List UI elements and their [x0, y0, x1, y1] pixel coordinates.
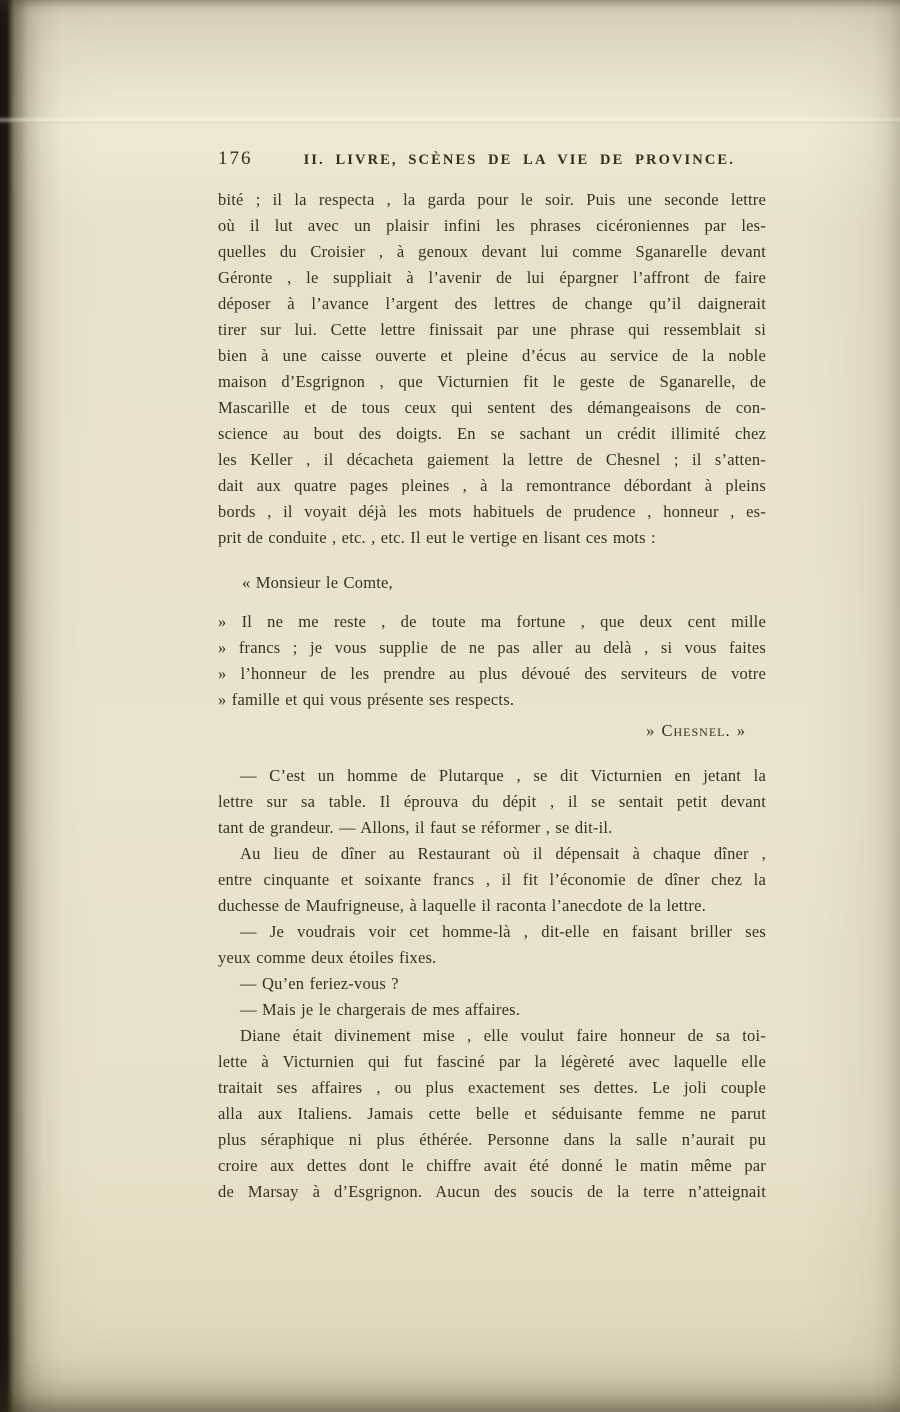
text-line: bité ; il la respecta , la garda pour le soir. Puis une seconde lettre — [218, 190, 766, 209]
text-line: prit de conduite , etc. , etc. Il eut le vertige en lisant ces mots : — [218, 528, 656, 547]
text-line: entre cinquante et soixante francs , il fit l’économie de dîner chez la — [218, 870, 766, 889]
text-line: croire aux dettes dont le chiffre avait été donné le matin même par — [218, 1156, 766, 1175]
text-line: — Je voudrais voir cet homme-là , dit-elle en faisant briller ses — [240, 922, 766, 941]
text-line: tirer sur lui. Cette lettre finissait par une phrase qui ressemblait si — [218, 320, 766, 339]
text-line: dait aux quatre pages pleines , à la remontrance débordant à pleins — [218, 476, 766, 495]
text-line: — C’est un homme de Plutarque , se dit Victurnien en jetant la — [240, 766, 766, 785]
text-line: « Monsieur le Comte, — [242, 573, 393, 592]
text-line: où il lut avec un plaisir infini les phrases cicéroniennes par les- — [218, 216, 766, 235]
text-line: science au bout des doigts. En se sachant un crédit illimité chez — [218, 424, 766, 443]
page-text — [218, 187, 766, 1205]
text-line: Diane était divinement mise , elle voulut faire honneur de sa toi- — [240, 1026, 766, 1045]
page-number: 176 — [218, 148, 253, 169]
text-line: traitait ses affaires , ou plus exactement ses dettes. Le joli couple — [218, 1078, 766, 1097]
text-line: » Il ne me reste , de toute ma fortune , que deux cent mille — [218, 612, 766, 631]
running-header-title: II. LIVRE, SCÈNES DE LA VIE DE PROVINCE. — [303, 152, 735, 168]
page-left-edge-shadow — [0, 0, 60, 1412]
text-line: duchesse de Maufrigneuse, à laquelle il raconta l’anecdote de la lettre. — [218, 896, 706, 915]
text-line: les Keller , il décacheta gaiement la lettre de Chesnel ; il s’atten- — [218, 450, 766, 469]
text-line: bords , il voyait déjà les mots habituels de prudence , honneur , es- — [218, 502, 766, 521]
letter-body — [218, 609, 766, 713]
text-line: Mascarille et de tous ceux qui sentent des démangeaisons de con- — [218, 398, 766, 417]
text-line: Géronte , le suppliait à l’avenir de lui épargner l’affront de faire — [218, 268, 766, 287]
text-line: yeux comme deux étoiles fixes. — [218, 948, 437, 967]
text-line: quelles du Croisier , à genoux devant lui comme Sganarelle devant — [218, 242, 766, 261]
text-line: tant de grandeur. — Allons, il faut se réformer , se dit-il. — [218, 818, 613, 837]
text-line: » l’honneur de les prendre au plus dévoué des serviteurs de votre — [218, 664, 766, 683]
running-header — [218, 148, 766, 170]
page-bottom-edge-shadow — [0, 1356, 900, 1412]
page-top-edge-shadow — [0, 0, 900, 14]
paragraph — [218, 841, 766, 919]
text-line: — Mais je le chargerais de mes affaires. — [240, 1000, 521, 1019]
text-line: lettre sur sa table. Il éprouva du dépit , il se sentait petit devant — [218, 792, 766, 811]
paragraph — [218, 919, 766, 971]
paragraph — [218, 997, 766, 1023]
paper-crease — [0, 116, 900, 124]
paragraph — [218, 763, 766, 841]
text-line: » Chesnel. » — [646, 721, 746, 740]
text-line: maison d’Esgrignon , que Victurnien fit le geste de Sganarelle, de — [218, 372, 766, 391]
paragraph — [218, 1023, 766, 1205]
paragraph — [218, 971, 766, 997]
text-line: plus séraphique ni plus éthérée. Personne dans la salle n’aurait pu — [218, 1130, 766, 1149]
text-line: Au lieu de dîner au Restaurant où il dépensait à chaque dîner , — [240, 844, 766, 863]
text-column — [218, 148, 766, 1205]
text-line: lette à Victurnien qui fut fasciné par la légèreté avec laquelle elle — [218, 1052, 766, 1071]
text-line: de Marsay à d’Esgrignon. Aucun des soucis de la terre n’atteignait — [218, 1182, 766, 1201]
text-line: bien à une caisse ouverte et pleine d’écus au service de la noble — [218, 346, 766, 365]
continuation-para — [218, 187, 766, 551]
text-line: » famille et qui vous présente ses respects. — [218, 690, 515, 709]
signature — [218, 718, 766, 744]
text-line: déposer à l’avance l’argent des lettres de change qu’il daignerait — [218, 294, 766, 313]
text-line: » francs ; je vous supplie de ne pas aller au delà , si vous faites — [218, 638, 766, 657]
page-right-edge-shadow — [874, 0, 900, 1412]
text-line: — Qu’en feriez-vous ? — [240, 974, 399, 993]
salutation — [218, 570, 766, 596]
text-line: alla aux Italiens. Jamais cette belle et séduisante femme ne parut — [218, 1104, 766, 1123]
